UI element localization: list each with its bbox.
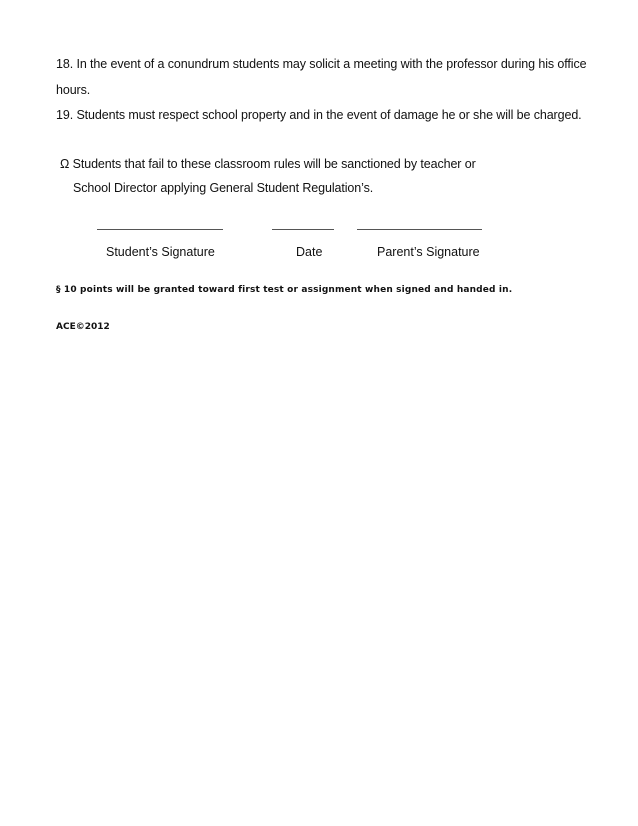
student-signature-line — [97, 229, 223, 230]
date-label: Date — [296, 245, 323, 259]
parent-signature-line — [357, 229, 482, 230]
parent-signature-label: Parent’s Signature — [377, 245, 480, 259]
rule-19-text: 19. Students must respect school property and in the event of damage he or she will be charged. — [56, 108, 582, 122]
rule-18-text: 18. In the event of a conundrum students may solicit a meeting with the professor during his office — [56, 57, 587, 71]
date-signature-line — [272, 229, 334, 230]
sanction-notice-line-1: Ω Students that fail to these classroom rules will be sanctioned by teacher or — [60, 157, 476, 171]
sanction-notice-line-2: School Director applying General Student Regulation’s. — [73, 181, 374, 195]
bonus-points-note: § 10 points will be granted toward first test or assignment when signed and handed in. — [56, 285, 513, 295]
copyright-notice: ACE©2012 — [56, 322, 110, 332]
student-signature-label: Student’s Signature — [106, 245, 215, 259]
rule-18-continuation: hours. — [56, 83, 91, 97]
